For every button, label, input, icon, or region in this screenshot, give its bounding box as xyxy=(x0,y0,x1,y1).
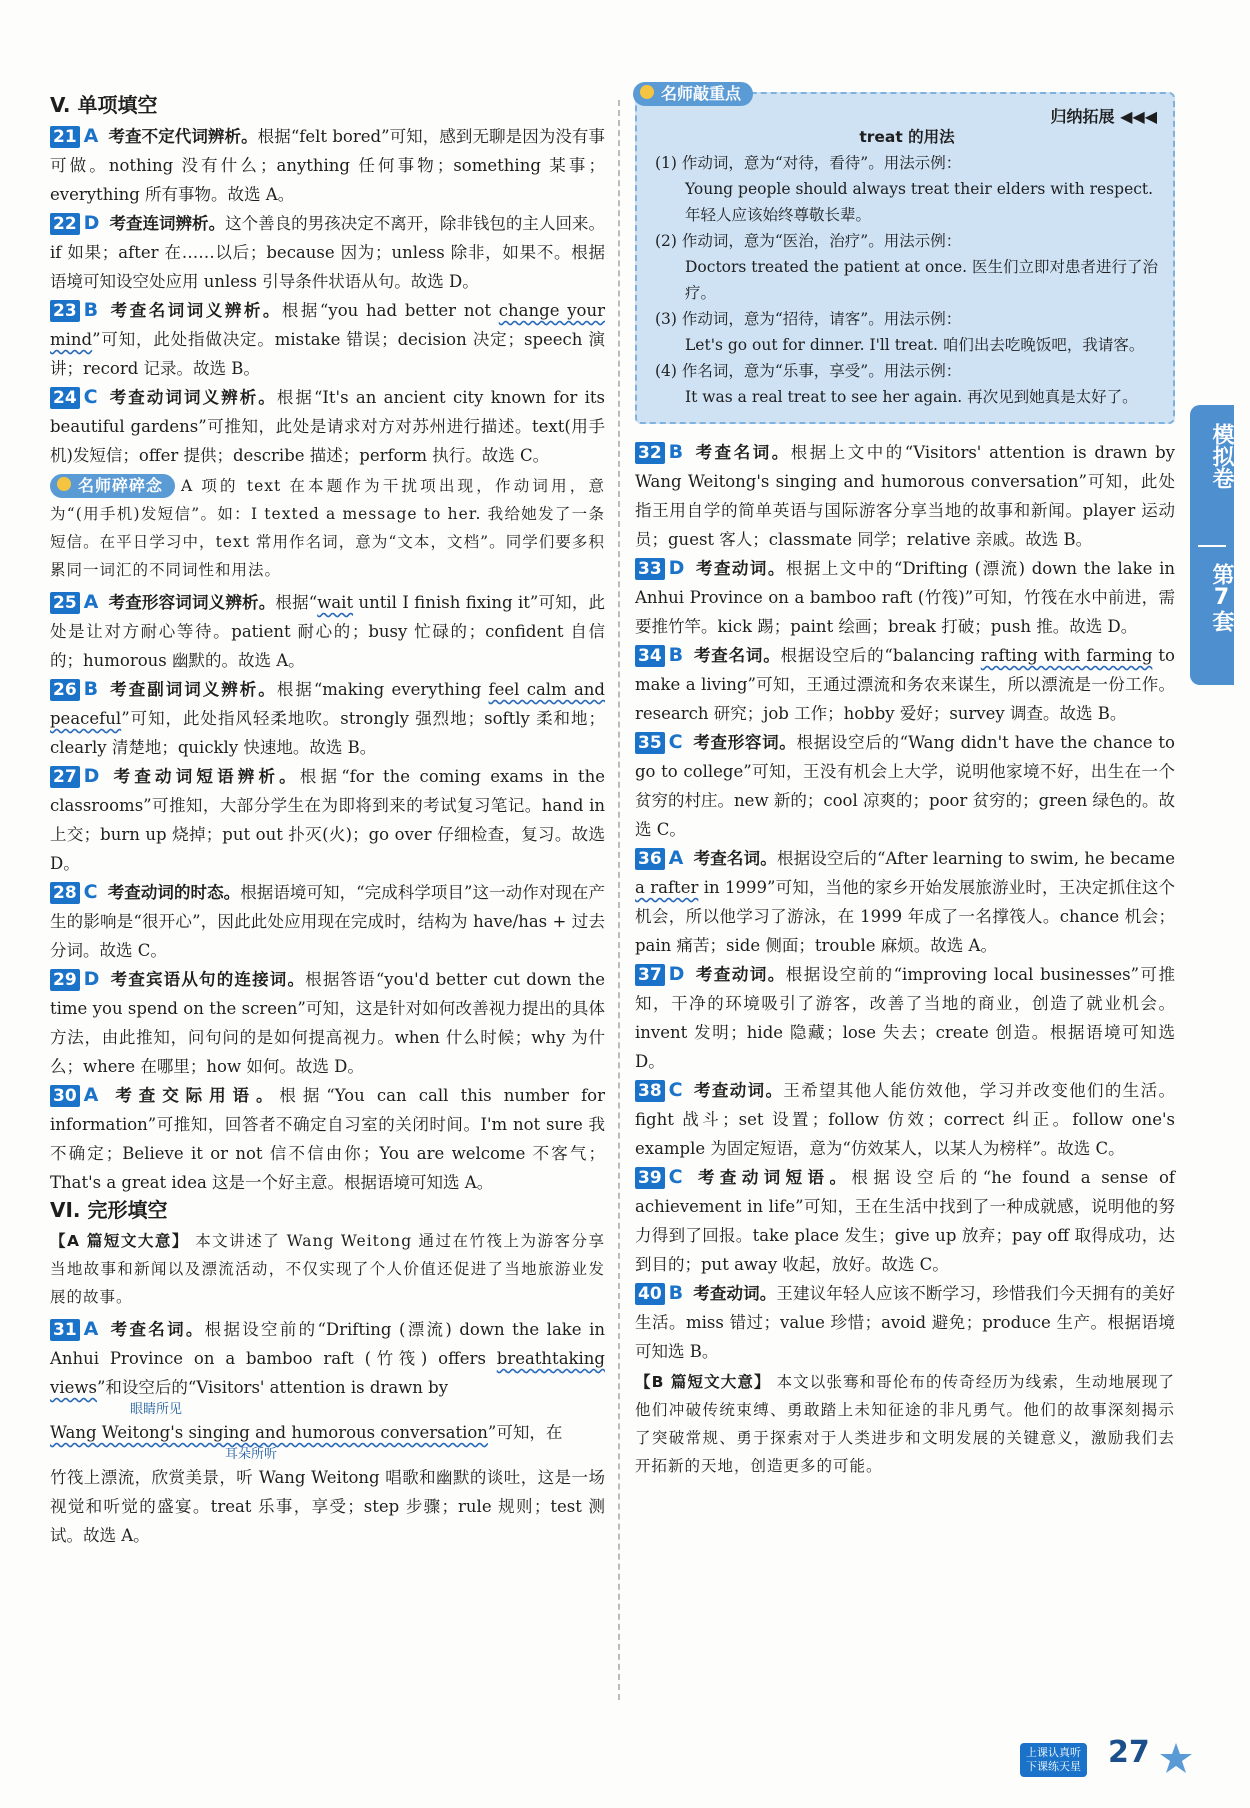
question-number: 23 xyxy=(50,300,80,322)
question-number: 21 xyxy=(50,126,80,148)
note-tag xyxy=(50,474,175,498)
side-tab-line2: 第7套 xyxy=(1209,563,1234,632)
key-point: 考查连词辨析。 xyxy=(109,214,226,233)
explanation-text: 王希望其他人能仿效他，学习并改变他们的生活。fight 战斗；set 设置；follow 仿效；correct 纠正。follow one's example 为固定短语，意为“仿效某人，以某人为榜样”。故选 C。 xyxy=(635,1081,1176,1158)
question-number: 31 xyxy=(50,1319,80,1341)
question-number: 38 xyxy=(635,1080,665,1102)
question-number: 25 xyxy=(50,592,80,614)
b-summary xyxy=(635,1368,1175,1480)
answer-item xyxy=(50,296,605,383)
highlighted-phrase: rafting with farming xyxy=(980,646,1153,665)
explanation-text: 根据“You can call this number for information”可推知，回答者不确定自习室的关闭时间。I'm not sure 我不确定；Believe it or not 信不信由你；You are welcome 不客气；That's a great idea 这是一个好主意。根据语境可知选 A。 xyxy=(50,1086,606,1192)
key-point: 考查动词。 xyxy=(694,965,786,984)
answer-item xyxy=(635,438,1175,554)
box-right-label xyxy=(1050,104,1157,127)
question-number: 36 xyxy=(635,848,665,870)
key-point: 考查宾语从句的连接词。 xyxy=(109,970,306,989)
explanation-pre: 根据“ xyxy=(275,593,318,612)
highlighted-phrase: a rafter xyxy=(635,878,699,897)
note-tag-label: 名师碎碎念 xyxy=(78,476,164,495)
key-point: 考查形容词。 xyxy=(692,733,797,752)
question-number: 37 xyxy=(635,964,665,986)
question-number: 26 xyxy=(50,679,80,701)
key-point: 考查动词短语辨析。 xyxy=(109,767,300,786)
answer-letter: A xyxy=(668,847,684,869)
explanation-text: 根据“It's an ancient city known for its beautiful gardens”可推知，此处是请求对方对苏州进行描述。text(用手机)发短信；offer 提供；describe 描述；perform 执行。故选 C。 xyxy=(50,388,605,465)
highlighted-phrase: feel calm and peaceful xyxy=(50,680,605,728)
question-number: 39 xyxy=(635,1167,665,1189)
left-column xyxy=(50,92,605,1550)
explanation-text: 王建议年轻人应该不断学习，珍惜我们今天拥有的美好生活。miss 错过；value 珍惜；avoid 避免；produce 生产。根据语境可知选 B。 xyxy=(635,1284,1176,1361)
explanation-pre: 根据设空前的“Drifting (漂流) down the lake in Anhui Province on a bamboo raft (竹筏) offers xyxy=(50,1320,605,1368)
question-number: 24 xyxy=(50,387,80,409)
question-number: 28 xyxy=(50,882,80,904)
key-point: 考查名词词义辨析。 xyxy=(108,301,282,320)
answer-item xyxy=(50,383,605,470)
answer-item xyxy=(50,675,605,762)
question-number: 29 xyxy=(50,969,80,991)
explanation-text: 根据设空后的“Wang didn't have the chance to go to college”可知，王没有机会上大学，说明他家境不好，出生在一个贫穷的村庄。new 新的；cool 凉爽的；poor 贫穷的；green 绿色的。故选 C。 xyxy=(635,733,1175,839)
answer-item xyxy=(635,641,1175,728)
answer-letter: D xyxy=(668,963,685,985)
answer-item xyxy=(635,554,1175,641)
answer-letter: A xyxy=(83,591,99,613)
highlighted-phrase: Wang Weitong's singing and humorous conversation xyxy=(50,1423,488,1442)
question-number: 27 xyxy=(50,766,80,788)
answer-item xyxy=(50,878,605,965)
usage-heading: (3) 作动词，意为“招待，请客”。用法示例： xyxy=(655,310,962,328)
usage-heading: (1) 作动词，意为“对待，看待”。用法示例： xyxy=(655,154,962,172)
question-number: 33 xyxy=(635,558,665,580)
answer-letter: A xyxy=(83,1084,99,1106)
answer-letter: A xyxy=(83,125,99,147)
key-point: 考查副词词义辨析。 xyxy=(108,680,277,699)
key-point: 考查名词。 xyxy=(693,849,777,868)
annotation-ears: 耳朵所听 xyxy=(225,1447,278,1462)
explanation-text: ”可知，此处指风轻柔地吹。strongly 强烈地；softly 柔和地；clearly 清楚地；quickly 快速地。故选 B。 xyxy=(50,709,605,757)
answer-letter: B xyxy=(83,299,99,321)
answer-item xyxy=(50,1081,605,1197)
slogan-line2: 下课练天星 xyxy=(1026,1760,1081,1773)
a-summary xyxy=(50,1227,605,1311)
box-title: treat 的用法 xyxy=(859,128,955,146)
a-summary-label: 【A 篇短文大意】 xyxy=(50,1232,189,1250)
answer-item xyxy=(50,1315,605,1550)
explanation-pre: 根据设空后的“balancing xyxy=(780,646,981,665)
box-right-text: 归纳拓展 xyxy=(1050,107,1115,126)
side-tab xyxy=(1190,405,1234,685)
usage-example: Let's go out for dinner. I'll treat. 咱们出去吃晚饭吧，我请客。 xyxy=(685,336,1145,354)
answer-letter: B xyxy=(668,441,684,463)
explanation-text: 根据设空前的“improving local businesses”可推知，干净的环境吸引了游客，改善了当地的商业，创造了就业机会。invent 发明；hide 隐藏；lose 失去；create 创造。根据语境可知选 D。 xyxy=(635,965,1176,1071)
explanation-pre: 根据“making everything xyxy=(276,680,489,699)
teacher-note xyxy=(50,472,605,584)
explanation-text: 根据上文中的“Visitors' attention is drawn by Wang Weitong's singing and humorous conversation”可知，此处指王用自学的简单英语与国际游客分享当地的故事和新闻。player 运动员；guest 客人；classmate 同学；relative 亲戚。故选 B。 xyxy=(635,443,1175,549)
key-point: 考查动词。 xyxy=(693,1284,777,1303)
box-tag xyxy=(633,82,753,106)
footer xyxy=(1020,1735,1220,1785)
explanation-text: 根据语境可知，“完成科学项目”这一动作对现在产生的影响是“很开心”，因此此处应用现在完成时，结构为 have/has + 过去分词。故选 C。 xyxy=(50,883,606,960)
highlighted-phrase: breathtaking views xyxy=(50,1349,605,1397)
explanation-mid: ”和设空后的“Visitors' attention is drawn by xyxy=(96,1378,449,1397)
right-items xyxy=(635,438,1175,1366)
answer-item xyxy=(50,588,605,675)
explanation-text: in 1999”可知，当他的家乡开始发展旅游业时，王决定抓住这个机会，所以他学习了游泳，在 1999 年成了一名撑筏人。chance 机会；pain 痛苦；side 侧面；trouble 麻烦。故选 A。 xyxy=(635,878,1175,955)
column-divider xyxy=(618,100,620,1700)
answer-letter: B xyxy=(668,644,684,666)
explanation-text: 根据答语“you'd better cut down the time you spend on the screen”可知，这是针对如何改善视力提出的具体方法，由此推知，问句问的是如何提高视力。when 什么时候；why 为什么；where 在哪里；how 如何。故选 D。 xyxy=(50,970,605,1076)
question-number: 22 xyxy=(50,213,80,235)
answer-letter: C xyxy=(83,881,98,903)
key-point: 考查交际用语。 xyxy=(108,1086,280,1105)
explanation-mid2: ”可知，在 xyxy=(487,1423,563,1442)
question-number: 34 xyxy=(635,645,665,667)
explanation-text: 根据设空后的“he found a sense of achievement in life”可知，王在生活中找到了一种成就感，说明他的努力得到了回报。take place 发生；give up 放弃；pay off 取得成功，达到目的；put away 收起，放好。故选 C。 xyxy=(635,1168,1175,1274)
explanation-text: 根据“for the coming exams in the classrooms”可推知，大部分学生在为即将到来的考试复习笔记。hand in 上交；burn up 烧掉；put out 扑灭(火)；go over 仔细检查，复习。故选 D。 xyxy=(50,767,606,873)
answer-letter: C xyxy=(668,731,683,753)
usage-example: Young people should always treat their elders with respect. 年轻人应该始终尊敬长辈。 xyxy=(685,180,1154,224)
key-point: 考查名词。 xyxy=(108,1320,205,1339)
usage-example: Doctors treated the patient at once. 医生们立即对患者进行了治疗。 xyxy=(685,258,1158,302)
b-summary-text: 本文以张骞和哥伦布的传奇经历为线索，生动地展现了他们冲破传统束缚、勇敢踏上未知征途的非凡勇气。他们的故事深刻揭示了突破常规、勇于探索对于人类进步和文明发展的关键意义，激励我们去开拓新的天地，创造更多的可能。 xyxy=(635,1373,1175,1475)
question-number: 32 xyxy=(635,442,665,464)
usage-heading: (4) 作名词，意为“乐事，享受”。用法示例： xyxy=(655,362,962,380)
explanation-text: until I finish fixing it”可知，此处是让对方耐心等待。patient 耐心的；busy 忙碌的；confident 自信的；humorous 幽默的。故选 A。 xyxy=(50,593,606,670)
usage-heading: (2) 作动词，意为“医治，治疗”。用法示例： xyxy=(655,232,962,250)
explanation-text: 根据“felt bored”可知，感到无聊是因为没有事可做。nothing 没有什么；anything 任何事物；something 某事；everything 所有事物。故选 A。 xyxy=(50,127,606,204)
answer-item xyxy=(635,728,1175,844)
answer-letter: C xyxy=(668,1079,683,1101)
star-mascot-icon xyxy=(1158,1741,1194,1777)
side-tab-separator xyxy=(1198,545,1226,547)
answer-item xyxy=(50,209,605,296)
triangle-arrows-icon: ◀◀◀ xyxy=(1120,107,1157,126)
answer-item xyxy=(50,122,605,209)
annotation-eyes: 眼睛所见 xyxy=(130,1402,183,1417)
key-point: 考查名词。 xyxy=(693,646,781,665)
key-point: 考查名词。 xyxy=(693,443,791,462)
answer-letter: D xyxy=(83,212,100,234)
answer-letter: C xyxy=(668,1166,683,1188)
key-point: 考查形容词词义辨析。 xyxy=(108,593,276,612)
answer-letter: D xyxy=(668,557,685,579)
side-tab-line1: 模拟卷 xyxy=(1209,423,1234,489)
highlighted-phrase: wait xyxy=(317,593,354,612)
answer-letter: B xyxy=(668,1282,684,1304)
key-points-box xyxy=(635,84,1175,424)
key-point: 考查动词短语。 xyxy=(692,1168,852,1187)
answer-item xyxy=(635,1279,1175,1366)
explanation-text: 这个善良的男孩决定不离开，除非钱包的主人回来。if 如果；after 在……以后；because 因为；unless 除非，如果不。根据语境可知设空处应用 unless 引导条件状语从句。故选 D。 xyxy=(50,214,606,291)
answer-item xyxy=(50,965,605,1081)
answer-item xyxy=(50,762,605,878)
footer-slogan xyxy=(1020,1743,1087,1777)
box-uses xyxy=(655,150,1159,410)
right-column xyxy=(635,84,1176,1484)
b-summary-label: 【B 篇短文大意】 xyxy=(635,1373,771,1391)
section5-title: V. 单项填空 xyxy=(50,93,158,117)
note-text: A 项的 text 在本题作为干扰项出现，作动词用，意为“(用手机)发短信”。如：I texted a message to her. 我给她发了一条短信。在平日学习中，text 常用作名词，意为“文本，文档”。同学们要多积累同一词汇的不同词性和用法。 xyxy=(50,477,605,579)
key-point: 考查动词的时态。 xyxy=(107,883,241,902)
answer-item xyxy=(635,960,1175,1076)
explanation-pre: 根据设空后的“After learning to swim, he became xyxy=(776,849,1175,868)
explanation-text: to make a living”可知，王通过漂流和务农来谋生，所以漂流是一份工作。research 研究；job 工作；hobby 爱好；survey 调查。故选 B。 xyxy=(635,646,1175,723)
flower-icon xyxy=(57,477,71,491)
box-tag-label: 名师敲重点 xyxy=(661,84,742,103)
box-header xyxy=(633,82,759,106)
slogan-line1: 上课认真听 xyxy=(1026,1746,1081,1759)
key-point: 考查不定代词辨析。 xyxy=(108,127,258,146)
answer-item xyxy=(635,844,1175,960)
answer-letter: D xyxy=(83,765,100,787)
question-number: 40 xyxy=(635,1283,665,1305)
answer-letter: D xyxy=(83,968,100,990)
question-number: 30 xyxy=(50,1085,80,1107)
explanation-text: 竹筏上漂流，欣赏美景，听 Wang Weitong 唱歌和幽默的谈吐，这是一场视觉和听觉的盛宴。treat 乐事，享受；step 步骤；rule 规则；test 测试。故选 A。 xyxy=(50,1468,605,1545)
key-point: 考查动词词义辨析。 xyxy=(107,388,277,407)
explanation-text: ”可知，此处指做决定。mistake 错误；decision 决定；speech 演讲；record 记录。故选 B。 xyxy=(50,330,605,378)
answer-item xyxy=(635,1163,1175,1279)
answer-item xyxy=(635,1076,1175,1163)
page-number: 27 xyxy=(1108,1735,1150,1770)
answer-letter: C xyxy=(83,386,98,408)
explanation-text: 根据上文中的“Drifting (漂流) down the lake in Anhui Province on a bamboo raft (竹筏)”可知，竹筏在水中前进，需要推竹竿。kick 踢；paint 绘画；break 打破；push 推。故选 D。 xyxy=(635,559,1176,636)
answer-letter: B xyxy=(83,678,99,700)
highlighted-phrase: change your mind xyxy=(50,301,605,349)
section6-title: VI. 完形填空 xyxy=(50,1198,168,1222)
usage-example: It was a real treat to see her again. 再次见到她真是太好了。 xyxy=(685,388,1138,406)
a-summary-text: 本文讲述了 Wang Weitong 通过在竹筏上为游客分享当地故事和新闻以及漂流活动，不仅实现了个人价值还促进了当地旅游业发展的故事。 xyxy=(50,1232,605,1306)
key-point: 考查动词。 xyxy=(694,559,786,578)
question-number: 35 xyxy=(635,732,665,754)
key-point: 考查动词。 xyxy=(692,1081,784,1100)
explanation-pre: 根据“you had better not xyxy=(281,301,499,320)
flower-icon xyxy=(640,85,654,99)
answer-letter: A xyxy=(83,1318,99,1340)
